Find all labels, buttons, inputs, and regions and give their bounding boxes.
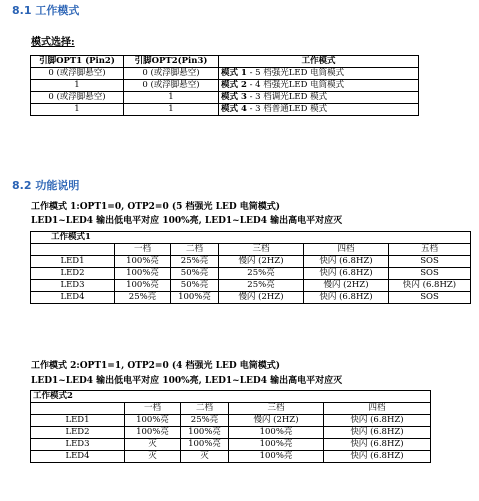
table-cell: SOS [389,256,471,268]
mode2-line1: 工作模式 2:OPT1=1, OTP2=0 (4 档强光 LED 电筒模式) [31,361,281,371]
mode-name: 模式 4 [221,104,247,114]
header-cell: 引脚OPT1 (Pin2) [31,56,124,68]
mode-desc: - 4 档强光LED 电筒模式 [246,80,345,90]
table-row [31,80,419,92]
table-cell: 0 (或浮脚悬空) [31,68,124,80]
table-cell: 100%亮 [181,439,229,451]
mode-desc: - 3 档普通LED 模式 [246,104,328,114]
table-row [31,415,431,427]
table-header-row [31,56,419,68]
mode1-line2: LED1~LED4 输出低电平对应 100%亮, LED1~LED4 输出高电平对应灭 [31,216,343,226]
table-cell: 25%亮 [115,292,171,304]
table-row [31,451,431,463]
table-cell: LED4 [31,292,115,304]
table-cell: LED4 [31,451,125,463]
table-title: 工作模式2 [31,391,431,403]
table-cell: 100%亮 [115,256,171,268]
table-cell [219,104,419,116]
table-cell: 快闪 (6.8HZ) [324,427,431,439]
mode-desc: - 3 档调光LED 模式 [246,92,328,102]
header-cell: 工作模式 [219,56,419,68]
table-cell [219,92,419,104]
table-title-row [31,391,431,403]
table-cell: 100%亮 [125,415,181,427]
section-heading-8-2: 8.2 功能说明 [12,179,80,192]
mode-select-label: 模式选择: [31,37,75,48]
table-cell: 100%亮 [229,439,324,451]
mode1-table [30,231,471,304]
mode1-line1: 工作模式 1:OPT1=0, OTP2=0 (5 档强光 LED 电筒模式) [31,202,281,212]
table-cell: 100%亮 [229,451,324,463]
section-heading-8-1: 8.1 工作模式 [12,4,80,17]
table-cell: 100%亮 [181,427,229,439]
mode2-table [30,390,431,463]
table-title-row [31,232,471,244]
table-cell: 慢闪 (2HZ) [304,280,389,292]
table-row [31,439,431,451]
table-cell: 100%亮 [125,427,181,439]
table-cell: 1 [31,80,124,92]
table-row [31,280,471,292]
header-cell [31,403,125,415]
mode-select-table [30,55,419,116]
table-cell: 快闪 (6.8HZ) [304,268,389,280]
table-cell: SOS [389,292,471,304]
table-row [31,104,419,116]
header-cell: 一档 [115,244,171,256]
table-cell: LED1 [31,415,125,427]
header-cell: 引脚OPT2(Pin3) [124,56,219,68]
table-cell: 灭 [181,451,229,463]
table-row [31,92,419,104]
table-cell: 慢闪 (2HZ) [219,256,304,268]
table-cell: 快闪 (6.8HZ) [324,415,431,427]
table-header-row [31,403,431,415]
table-title: 工作模式1 [31,232,471,244]
header-cell: 四档 [304,244,389,256]
table-cell: 25%亮 [181,415,229,427]
mode2-line2: LED1~LED4 输出低电平对应 100%亮, LED1~LED4 输出高电平对应灭 [31,376,343,386]
table-cell: 慢闪 (2HZ) [229,415,324,427]
mode-name: 模式 1 [221,68,247,78]
table-cell: 慢闪 (2HZ) [219,292,304,304]
table-cell: 100%亮 [115,268,171,280]
table-cell: 25%亮 [219,280,304,292]
table-cell: 快闪 (6.8HZ) [324,451,431,463]
table-cell: LED2 [31,268,115,280]
table-header-row [31,244,471,256]
table-cell: 0 (或浮脚悬空) [31,92,124,104]
header-cell: 二档 [181,403,229,415]
table-cell: 100%亮 [115,280,171,292]
table-cell: LED3 [31,280,115,292]
header-cell: 三档 [229,403,324,415]
mode-name: 模式 3 [221,92,247,102]
table-cell: 1 [124,92,219,104]
table-cell: 1 [124,104,219,116]
table-cell: 50%亮 [171,280,219,292]
header-cell [31,244,115,256]
table-cell: 25%亮 [171,256,219,268]
table-cell: 灭 [125,451,181,463]
table-row [31,292,471,304]
table-row [31,268,471,280]
table-cell: 快闪 (6.8HZ) [324,439,431,451]
table-cell: 0 (或浮脚悬空) [124,80,219,92]
header-cell: 一档 [125,403,181,415]
table-cell: SOS [389,268,471,280]
header-cell: 四档 [324,403,431,415]
table-cell [219,80,419,92]
table-cell: 0 (或浮脚悬空) [124,68,219,80]
table-cell: 快闪 (6.8HZ) [389,280,471,292]
table-cell: 25%亮 [219,268,304,280]
table-cell [219,68,419,80]
table-row [31,68,419,80]
table-row [31,427,431,439]
table-cell: 快闪 (6.8HZ) [304,256,389,268]
table-cell: 1 [31,104,124,116]
table-cell: 50%亮 [171,268,219,280]
mode-desc: - 5 档强光LED 电筒模式 [246,68,345,78]
table-cell: LED2 [31,427,125,439]
table-cell: 快闪 (6.8HZ) [304,292,389,304]
table-cell: 灭 [125,439,181,451]
header-cell: 五档 [389,244,471,256]
table-row [31,256,471,268]
header-cell: 二档 [171,244,219,256]
table-cell: LED1 [31,256,115,268]
table-cell: LED3 [31,439,125,451]
mode-name: 模式 2 [221,80,247,90]
table-cell: 100%亮 [171,292,219,304]
table-cell: 100%亮 [229,427,324,439]
header-cell: 三档 [219,244,304,256]
